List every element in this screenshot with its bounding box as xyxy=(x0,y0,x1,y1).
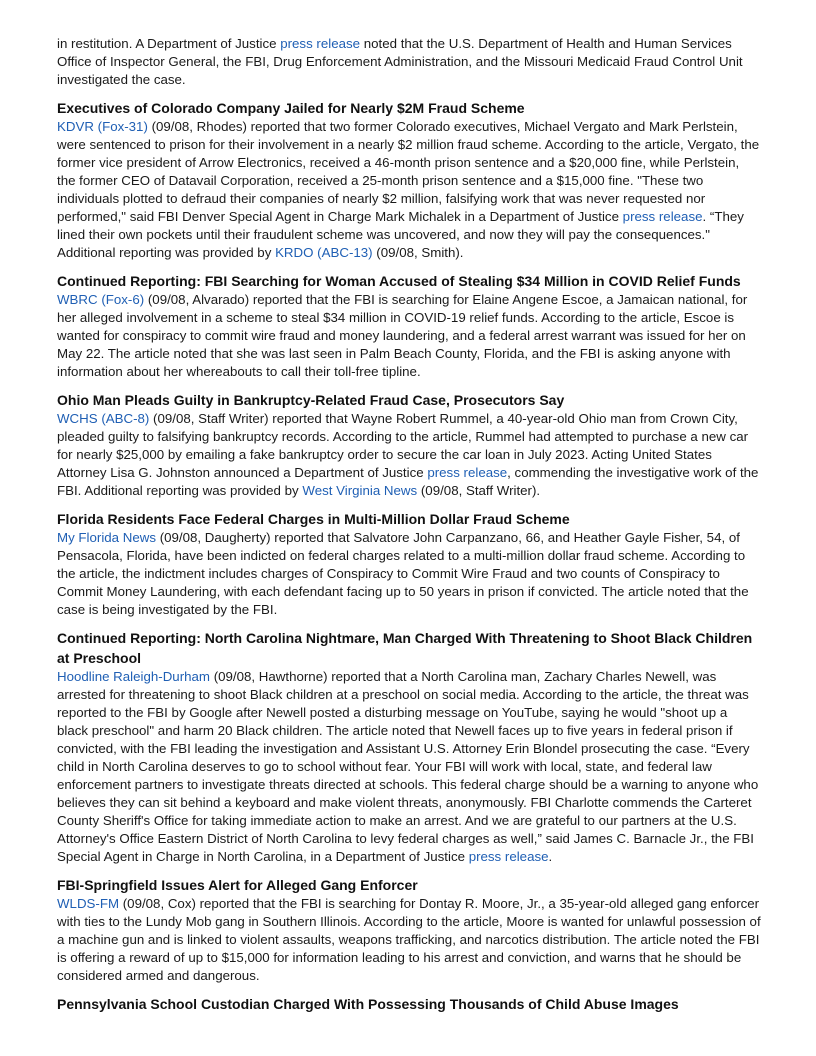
press-release-link[interactable]: press release xyxy=(468,849,549,864)
article-headline: Executives of Colorado Company Jailed for Nearly $2M Fraud Scheme xyxy=(57,100,525,116)
article-text: (09/08, Staff Writer) reported that Wayne Robert Rummel, a 40-year-old Ohio man from Crown City, pleaded guilty to falsifying bankruptcy records. According to the article, Rummel had attempted to purchase a new car for nearly $25,000 by emailing a fake bankruptcy order to secure the car loan in July 2023. Acting United States Attorney Lisa G. Johnston announced a Department of Justice xyxy=(57,411,749,480)
article-body xyxy=(57,291,761,381)
article-text: (09/08, Daugherty) reported that Salvatore John Carpanzano, 66, and Heather Gayle Fisher, 54, of Pensacola, Florida, have been indicted on federal charges related to a multi-million dollar fraud scheme. According to the article, the indictment includes charges of Conspiracy to Commit Wire Fraud and two counts of Conspiracy to Commit Money Laundering, with each defendant facing up to 50 years in prison if convicted. The article noted that the case is being investigated by the FBI. xyxy=(57,530,749,617)
article-text: (09/08, Smith). xyxy=(372,245,464,260)
article-text: (09/08, Cox) reported that the FBI is searching for Dontay R. Moore, Jr., a 35-year-old alleged gang enforcer with ties to the Lundy Mob gang in Southern Illinois. According to the article, Moore is wanted for unlawful possession of a machine gun and is linked to violent assaults, weapons trafficking, and narcotics distribution. The article noted the FBI is offering a reward of up to $15,000 for information leading to his arrest and conviction, and warns that he should be considered armed and dangerous. xyxy=(57,896,761,983)
article-body xyxy=(57,410,761,500)
intro-text-end: noted that the U.S. Department of Health and Human Services Office of Inspector General, the FBI, Drug Enforcement Administration, and the Missouri Medicaid Fraud Control Unit investigated the case. xyxy=(57,36,743,87)
source-link-wlds[interactable]: WLDS-FM xyxy=(57,896,120,911)
article-body xyxy=(57,668,761,866)
article-body xyxy=(57,529,761,619)
source-link-hoodline[interactable]: Hoodline Raleigh-Durham xyxy=(57,669,210,684)
article-covid-relief xyxy=(57,271,761,381)
article-headline: FBI-Springfield Issues Alert for Alleged Gang Enforcer xyxy=(57,877,418,893)
article-headline: Florida Residents Face Federal Charges in Multi-Million Dollar Fraud Scheme xyxy=(57,511,570,527)
article-headline: Pennsylvania School Custodian Charged With Possessing Thousands of Child Abuse Images xyxy=(57,996,679,1012)
intro-paragraph xyxy=(57,35,761,89)
article-headline: Continued Reporting: North Carolina Nightmare, Man Charged With Threatening to Shoot Black Children at Preschool xyxy=(57,630,753,666)
source-link-wbrc[interactable]: WBRC (Fox-6) xyxy=(57,292,145,307)
article-headline: Ohio Man Pleads Guilty in Bankruptcy-Related Fraud Case, Prosecutors Say xyxy=(57,392,565,408)
press-release-link[interactable]: press release xyxy=(622,209,703,224)
article-pa-custodian xyxy=(57,994,761,1014)
article-text: (09/08, Hawthorne) reported that a North Carolina man, Zachary Charles Newell, was arrested for threatening to shoot Black children at a preschool on social media. According to the article, the threat was reported to the FBI by Google after Newell posted a disturbing message on YouTube, saying he would "shoot up a black preschool" and harm 20 Black children. The article noted that Newell faces up to five years in federal prison if convicted, with the FBI leading the investigation and Assistant U.S. Attorney Erin Blondel prosecuting the case. “Every child in North Carolina deserves to go to school without fear. Your FBI will work with local, state, and federal law enforcement partners to investigate threats directed at schools. This federal charge should be a warning to anyone who believes they can sit behind a keyboard and make violent threats, anonymously. FBI Charlotte commends the Carteret County Sheriff's Office for taking immediate action to make an arrest. And we are grateful to our partners at the U.S. Attorney's Office Eastern District of North Carolina to levy federal charges as well,” said James C. Barnacle Jr., the FBI Special Agent in Charge in North Carolina, in a Department of Justice xyxy=(57,669,759,864)
article-body xyxy=(57,118,761,262)
article-florida-fraud xyxy=(57,509,761,619)
article-springfield-gang-enforcer xyxy=(57,875,761,985)
article-text: . xyxy=(548,849,553,864)
article-ohio-bankruptcy xyxy=(57,390,761,500)
article-text: (09/08, Alvarado) reported that the FBI is searching for Elaine Angene Escoe, a Jamaican national, for her alleged involvement in a scheme to steal $34 million in COVID-19 relief funds. According to the article, Escoe is wanted for conspiracy to commit wire fraud and money laundering, and a federal arrest warrant was issued for her on May 22. The article noted that she was last seen in Palm Beach County, Florida, and the FBI is asking anyone with information about her whereabouts to call their toll-free tipline. xyxy=(57,292,748,379)
source-link-krdo[interactable]: KRDO (ABC-13) xyxy=(275,245,373,260)
article-nc-preschool-threat xyxy=(57,628,761,866)
article-body xyxy=(57,895,761,985)
intro-text: in restitution. A Department of Justice xyxy=(57,36,281,51)
press-release-link[interactable]: press release xyxy=(427,465,508,480)
source-link-west-virginia-news[interactable]: West Virginia News xyxy=(302,483,418,498)
article-text: (09/08, Rhodes) reported that two former Colorado executives, Michael Vergato and Mark Perlstein, were sentenced to prison for their involvement in a nearly $2 million fraud scheme. According to the article, Vergato, the former vice president of Arrow Electronics, received a 46-month prison sentence and a $20,000 fine, while Perlstein, the former CEO of Datavail Corporation, received a 25-month prison sentence and a $15,000 fine. "These two individuals plotted to defraud their companies of nearly $2 million, falsifying work that was never requested nor performed," said FBI Denver Special Agent in Charge Mark Michalek in a Department of Justice xyxy=(57,119,760,224)
article-text: (09/08, Staff Writer). xyxy=(417,483,541,498)
article-headline: Continued Reporting: FBI Searching for Woman Accused of Stealing $34 Million in COVID Relief Funds xyxy=(57,273,741,289)
source-link-my-florida-news[interactable]: My Florida News xyxy=(57,530,157,545)
source-link-wchs[interactable]: WCHS (ABC-8) xyxy=(57,411,150,426)
article-text: . “They lined their own pockets until their fraudulent scheme was uncovered, and now they will pay the consequences." Additional reporting was provided by xyxy=(57,209,744,260)
intro-press-release-link[interactable]: press release xyxy=(280,36,361,51)
source-link-kdvr[interactable]: KDVR (Fox-31) xyxy=(57,119,148,134)
article-text: , commending the investigative work of the FBI. Additional reporting was provided by xyxy=(57,465,759,498)
article-colorado-fraud xyxy=(57,98,761,262)
